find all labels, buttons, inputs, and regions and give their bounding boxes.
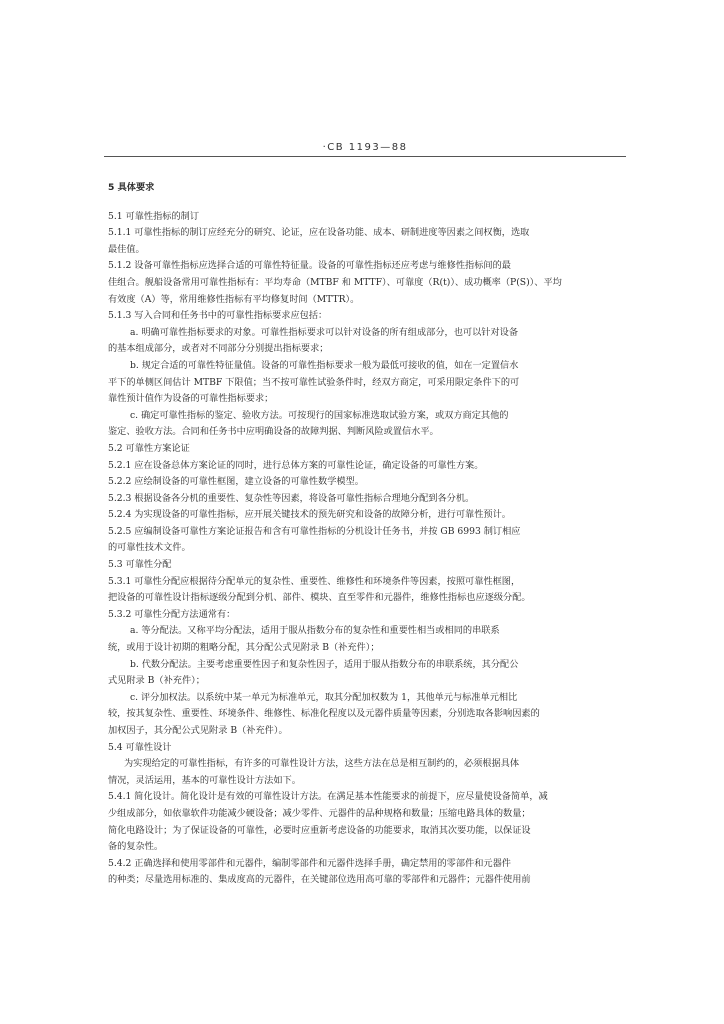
text-line: 5.2.5 应编制设备可靠性方案论证报告和含有可靠性指标的分机设计任务书，并按 GB 6993 制订相应 <box>108 525 521 537</box>
text-line: 5.1.2 设备可靠性指标应选择合适的可靠性特征量。设备的可靠性指标还应考虑与维修性指标间的最 <box>108 260 511 272</box>
text-line: a. 等分配法。又称平均分配法，适用于服从指数分布的复杂性和重要性相当或相同的串联系 <box>130 625 500 637</box>
text-line: 情况，灵活运用，基本的可靠性设计方法如下。 <box>108 774 301 786</box>
standard-code: ·CB 1193—88 <box>322 142 408 153</box>
text-line: 5.2 可靠性方案论证 <box>108 442 190 454</box>
document-body <box>108 180 610 889</box>
text-line: 5.1.3 写入合同和任务书中的可靠性指标要求应包括： <box>108 310 328 322</box>
page-header <box>104 142 626 157</box>
text-line: 简化电路设计；为了保证设备的可靠性，必要时应重新考虑设备的功能要求，取消其次要功能，以保证设 <box>108 824 531 836</box>
text-line: 5.4.1 简化设计。简化设计是有效的可靠性设计方法。在满足基本性能要求的前提下，应尽量使设备简单，减 <box>108 791 548 803</box>
text-line: 有效度（A）等，常用维修性指标有平均修复时间（MTTR）。 <box>108 293 360 305</box>
text-line: 5.2.4 为实现设备的可靠性指标，应开展关键技术的预先研究和设备的故障分析，进行可靠性预计。 <box>108 509 511 521</box>
spacer <box>108 197 610 209</box>
text-line: 最佳值。 <box>108 243 145 255</box>
text-line: 统，或用于设计初期的粗略分配，其分配公式见附录 B（补充件）； <box>108 642 380 654</box>
text-line: 较，按其复杂性、重要性、环境条件、维修性、标准化程度以及元器件质量等因素，分别选取各影响因素的 <box>108 708 540 720</box>
text-line: 5.2.2 应绘制设备的可靠性框图，建立设备的可靠性数学模型。 <box>108 476 364 488</box>
text-line: 靠性预计值作为设备的可靠性指标要求； <box>108 393 274 405</box>
text-line: 的可靠性技术文件。 <box>108 542 191 554</box>
text-line: 为实现给定的可靠性指标，有许多的可靠性设计方法，这些方法在总是相互制约的，必须根据具体 <box>124 758 520 770</box>
text-line: 少组成部分，如依靠软件功能减少硬设备；减少零件、元器件的品种规格和数量；压缩电路具体的数量； <box>108 807 531 819</box>
text-line: 5.4.2 正确选择和使用零部件和元器件，编制零部件和元器件选择手册，确定禁用的零部件和元器件 <box>108 857 511 869</box>
text-line: 平下的单侧区间估计 MTBF 下限值；当不按可靠性试验条件时，经双方商定，可采用限定条件下的可 <box>108 376 520 388</box>
text-line: 5.1 可靠性指标的制订 <box>108 210 200 222</box>
text-line: 备的复杂性。 <box>108 841 164 853</box>
text-line: 5.1.1 可靠性指标的制订应经充分的研究、论证，应在设备功能、成本、研制进度等因素之间权衡，选取 <box>108 227 530 239</box>
text-line: b. 规定合适的可靠性特征量值。设备的可靠性指标要求一般为最低可接收的值，如在一定置信水 <box>130 359 519 371</box>
text-line: 5.4 可靠性设计 <box>108 741 172 753</box>
text-line: 5.3.2 可靠性分配方法通常有： <box>108 608 236 620</box>
text-line: 佳组合。舰船设备常用可靠性指标有：平均寿命（MTBF 和 MTTF）、可靠度（R(t)）、成功概率（P(S)）、平均 <box>108 276 562 288</box>
text-line: 把设备的可靠性设计指标逐级分配到分机、部件、模块、直至零件和元器件，维修性指标也应逐级分配。 <box>108 592 531 604</box>
text-line: 鉴定、验收方法。合同和任务书中应明确设备的故障判据、判断风险或置信水平。 <box>108 426 439 438</box>
text-line: a. 明确可靠性指标要求的对象。可靠性指标要求可以针对设备的所有组成部分，也可以针对设备 <box>130 326 519 338</box>
text-line: 的基本组成部分，或者对不同部分分别提出指标要求； <box>108 343 329 355</box>
text-line: 5.2.1 应在设备总体方案论证的同时，进行总体方案的可靠性论证，确定设备的可靠性方案。 <box>108 459 484 471</box>
text-line: c. 评分加权法。以系统中某一单元为标准单元，取其分配加权数为 1，其他单元与标准单元相比 <box>130 691 518 703</box>
text-line: 式见附录 B（补充件）； <box>108 675 205 687</box>
text-line: 5.3.1 可靠性分配应根据待分配单元的复杂性、重要性、维修性和环境条件等因素，按照可靠性框图， <box>108 575 521 587</box>
text-line: 的种类；尽量选用标准的、集成度高的元器件，在关键部位选用高可靠的零部件和元器件；元器件使用前 <box>108 874 531 886</box>
text-line: c. 确定可靠性指标的鉴定、验收方法。可按现行的国家标准选取试验方案，或双方商定其他的 <box>130 409 509 421</box>
text-line: 5.3 可靠性分配 <box>108 559 172 571</box>
text-line: 加权因子，其分配公式见附录 B（补充件）。 <box>108 725 288 736</box>
text-line: 5.2.3 根据设备各分机的重要性、复杂性等因素，将设备可靠性指标合理地分配到各分机。 <box>108 492 475 504</box>
section-heading: 5 具体要求 <box>108 182 155 193</box>
text-line: b. 代数分配法。主要考虑重要性因子和复杂性因子，适用于服从指数分布的串联系统，其分配公 <box>130 658 519 670</box>
